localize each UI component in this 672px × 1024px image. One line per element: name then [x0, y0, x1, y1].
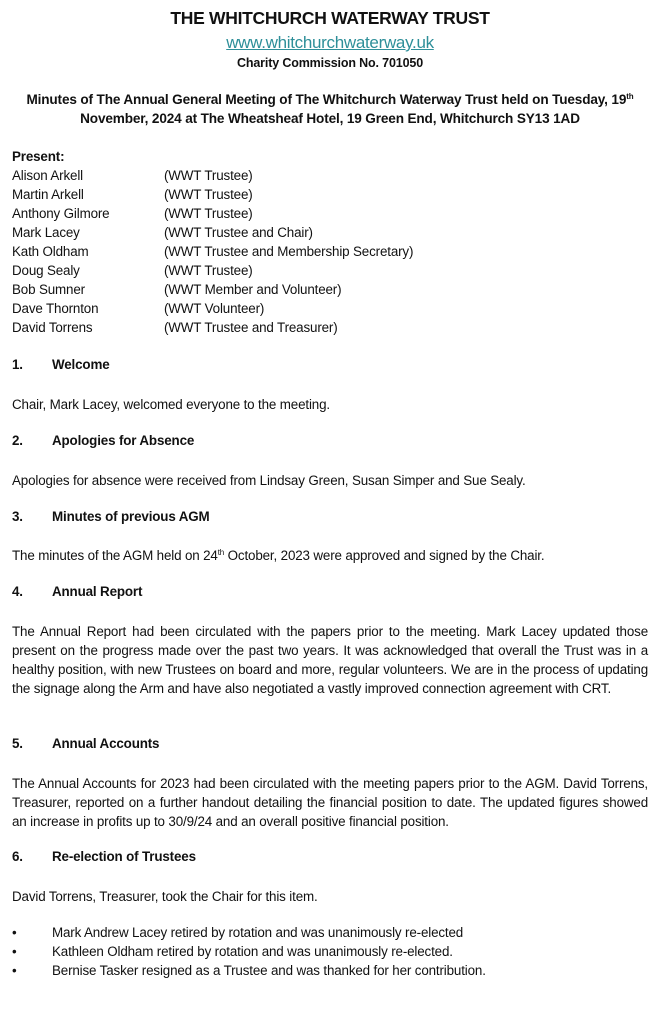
section-heading-annual-accounts: [12, 736, 159, 751]
section-body-annual-accounts: The Annual Accounts for 2023 had been circulated with the meeting papers prior to the AGM. David Torrens, Treasurer, reported on a further handout detailing the financial position to date. The updated figures showed an increase in profits up to 30/9/24 and an overall positive financial position.: [12, 776, 648, 829]
body-text: October, 2023 were approved and signed by the Chair.: [224, 548, 545, 563]
meeting-title-line2: November, 2024 at The Wheatsheaf Hotel, 19 Green End, Whitchurch SY13 1AD: [80, 111, 580, 126]
attendee-row: [12, 320, 648, 339]
section-number: 4.: [12, 584, 23, 599]
attendee-role: (WWT Trustee): [164, 263, 253, 278]
section-heading-annual-report: [12, 584, 142, 599]
section-body-re-election: David Torrens, Treasurer, took the Chair for this item.: [12, 889, 318, 904]
attendee-name: Dave Thornton: [12, 301, 99, 316]
attendee-row: [12, 282, 648, 301]
attendee-name: David Torrens: [12, 320, 93, 335]
section-number: 2.: [12, 433, 23, 448]
list-item-text: Bernise Tasker resigned as a Trustee and was thanked for her contribution.: [52, 963, 486, 978]
ordinal-suffix: th: [217, 548, 225, 557]
attendee-name: Kath Oldham: [12, 244, 89, 259]
attendee-row: [12, 187, 648, 206]
section-title: Re-election of Trustees: [52, 849, 196, 864]
attendee-role: (WWT Trustee): [164, 187, 253, 202]
attendee-role: (WWT Trustee): [164, 206, 253, 221]
section-number: 6.: [12, 849, 23, 864]
attendee-name: Doug Sealy: [12, 263, 80, 278]
body-text: The minutes of the AGM held on 24: [12, 548, 218, 563]
section-heading-previous-minutes: [12, 509, 210, 524]
attendee-row: [12, 301, 648, 320]
section-heading-re-election: [12, 849, 196, 864]
attendee-role: (WWT Trustee and Treasurer): [164, 320, 338, 335]
section-title: Welcome: [52, 357, 110, 372]
section-body-apologies: Apologies for absence were received from Lindsay Green, Susan Simper and Sue Sealy.: [12, 473, 526, 488]
attendee-name: Anthony Gilmore: [12, 206, 110, 221]
attendee-row: [12, 206, 648, 225]
attendee-role: (WWT Volunteer): [164, 301, 265, 316]
section-title: Annual Accounts: [52, 736, 160, 751]
organisation-name: THE WHITCHURCH WATERWAY TRUST: [170, 8, 490, 28]
attendee-row: [12, 225, 648, 244]
attendee-name: Bob Sumner: [12, 282, 85, 297]
attendee-role: (WWT Trustee and Membership Secretary): [164, 244, 414, 259]
section-title: Minutes of previous AGM: [52, 509, 210, 524]
attendee-role: (WWT Trustee and Chair): [164, 225, 313, 240]
attendee-row: [12, 168, 648, 187]
attendee-role: (WWT Member and Volunteer): [164, 282, 342, 297]
attendee-role: (WWT Trustee): [164, 168, 253, 183]
ordinal-suffix: th: [626, 92, 634, 101]
section-number: 1.: [12, 357, 23, 372]
section-body-previous-minutes: [12, 546, 648, 565]
list-item-text: Kathleen Oldham retired by rotation and was unanimously re-elected.: [52, 944, 453, 959]
attendee-row: [12, 263, 648, 282]
section-title: Annual Report: [52, 584, 143, 599]
section-body-welcome: Chair, Mark Lacey, welcomed everyone to the meeting.: [12, 397, 330, 412]
list-item-text: Mark Andrew Lacey retired by rotation and was unanimously re-elected: [52, 925, 464, 940]
charity-number: Charity Commission No. 701050: [237, 56, 423, 70]
meeting-title: [12, 90, 648, 128]
meeting-title-line1: Minutes of The Annual General Meeting of The Whitchurch Waterway Trust held on Tuesday, 19: [26, 92, 627, 107]
section-title: Apologies for Absence: [52, 433, 195, 448]
present-label: Present:: [12, 149, 65, 164]
bullet-icon: •: [12, 963, 17, 978]
bullet-icon: •: [12, 944, 17, 959]
section-number: 5.: [12, 736, 23, 751]
section-heading-welcome: [12, 357, 110, 372]
attendee-row: [12, 244, 648, 263]
website-link[interactable]: www.whitchurchwaterway.uk: [226, 33, 434, 52]
attendee-name: Alison Arkell: [12, 168, 83, 183]
bullet-icon: •: [12, 925, 17, 940]
attendee-name: Martin Arkell: [12, 187, 84, 202]
section-body-annual-report: The Annual Report had been circulated with the papers prior to the meeting. Mark Lacey updated those present on the progress made over the past two years. It was acknowledged that overall the Trust was in a healthy position, with new Trustees on board and more, regular volunteers. We are in the process of updating the signage along the Arm and have also negotiated a vastly improved connection agreement with CRT.: [12, 624, 648, 696]
section-number: 3.: [12, 509, 23, 524]
attendee-name: Mark Lacey: [12, 225, 80, 240]
section-heading-apologies: [12, 433, 194, 448]
